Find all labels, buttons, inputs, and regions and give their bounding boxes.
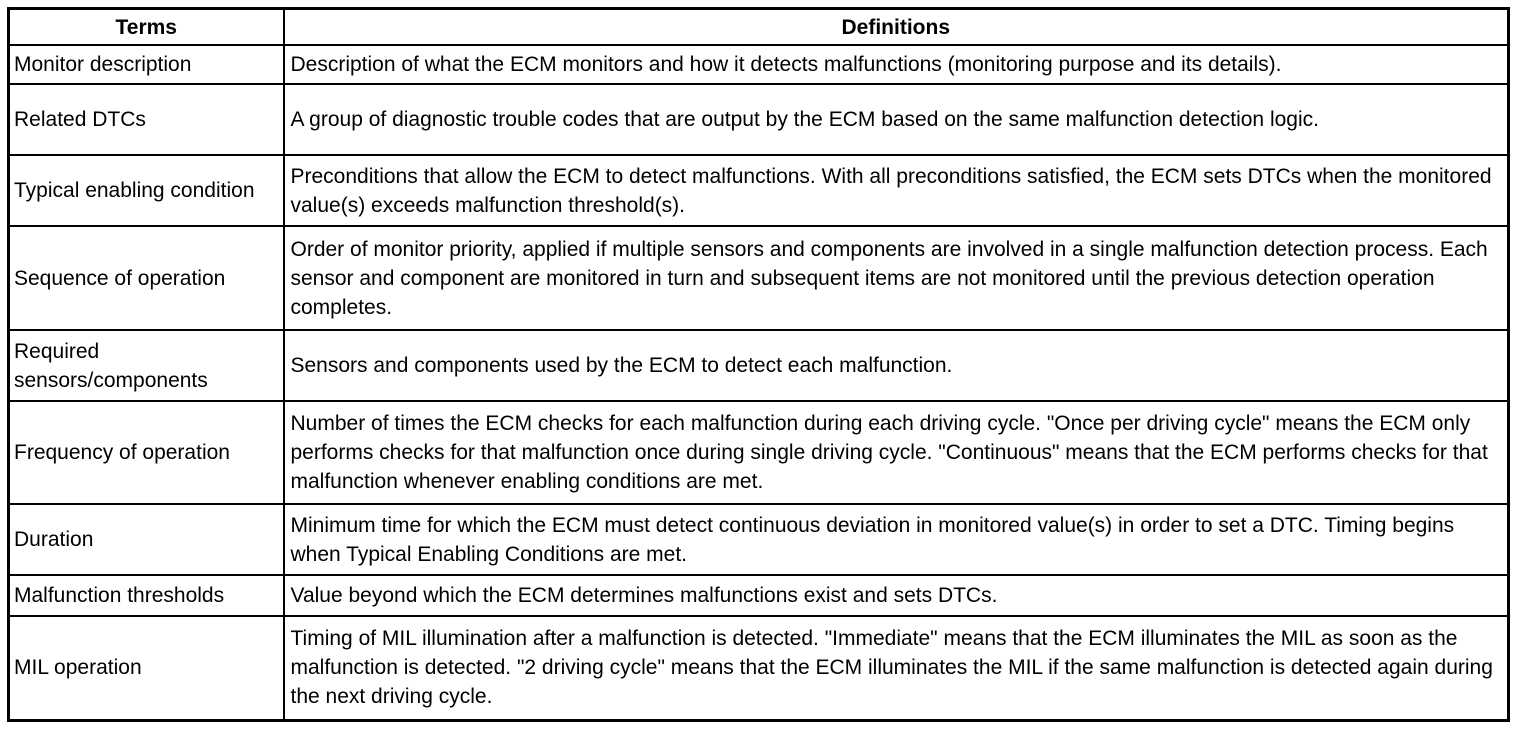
term-cell: Sequence of operation <box>9 226 284 330</box>
table-header-row <box>9 9 1509 46</box>
definition-cell: Number of times the ECM checks for each malfunction during each driving cycle. "Once per driving cycle" means the ECM only performs checks for that malfunction once during single driving cycle. "Continuous" means that the ECM performs checks for that malfunction whenever enabling conditions are met. <box>284 401 1509 504</box>
table-row <box>9 504 1509 575</box>
term-cell: Typical enabling condition <box>9 155 284 226</box>
header-terms: Terms <box>9 9 284 46</box>
table-row <box>9 84 1509 155</box>
table-row <box>9 330 1509 401</box>
definitions-table-container <box>7 7 1510 722</box>
term-cell: Monitor description <box>9 45 284 84</box>
term-cell: Duration <box>9 504 284 575</box>
definition-cell: Order of monitor priority, applied if multiple sensors and components are involved in a single malfunction detection process. Each sensor and component are monitored in turn and subsequent items are not monitored until the previous detection operation completes. <box>284 226 1509 330</box>
term-cell: MIL operation <box>9 616 284 720</box>
definition-cell: Minimum time for which the ECM must detect continuous deviation in monitored value(s) in order to set a DTC. Timing begins when Typical Enabling Conditions are met. <box>284 504 1509 575</box>
table-row <box>9 575 1509 616</box>
definition-cell: Value beyond which the ECM determines malfunctions exist and sets DTCs. <box>284 575 1509 616</box>
terms-definitions-table <box>7 7 1510 722</box>
table-row <box>9 45 1509 84</box>
definition-cell: Description of what the ECM monitors and how it detects malfunctions (monitoring purpose and its details). <box>284 45 1509 84</box>
term-cell: Malfunction thresholds <box>9 575 284 616</box>
definition-cell: Timing of MIL illumination after a malfunction is detected. "Immediate" means that the ECM illuminates the MIL as soon as the malfunction is detected. "2 driving cycle" means that the ECM illuminates the MIL if the same malfunction is detected again during the next driving cycle. <box>284 616 1509 720</box>
table-row <box>9 155 1509 226</box>
term-cell: Required sensors/components <box>9 330 284 401</box>
definition-cell: Sensors and components used by the ECM to detect each malfunction. <box>284 330 1509 401</box>
header-definitions: Definitions <box>284 9 1509 46</box>
table-row <box>9 616 1509 720</box>
definition-cell: A group of diagnostic trouble codes that are output by the ECM based on the same malfunction detection logic. <box>284 84 1509 155</box>
term-cell: Related DTCs <box>9 84 284 155</box>
table-row <box>9 401 1509 504</box>
table-row <box>9 226 1509 330</box>
definition-cell: Preconditions that allow the ECM to detect malfunctions. With all preconditions satisfied, the ECM sets DTCs when the monitored value(s) exceeds malfunction threshold(s). <box>284 155 1509 226</box>
term-cell: Frequency of operation <box>9 401 284 504</box>
